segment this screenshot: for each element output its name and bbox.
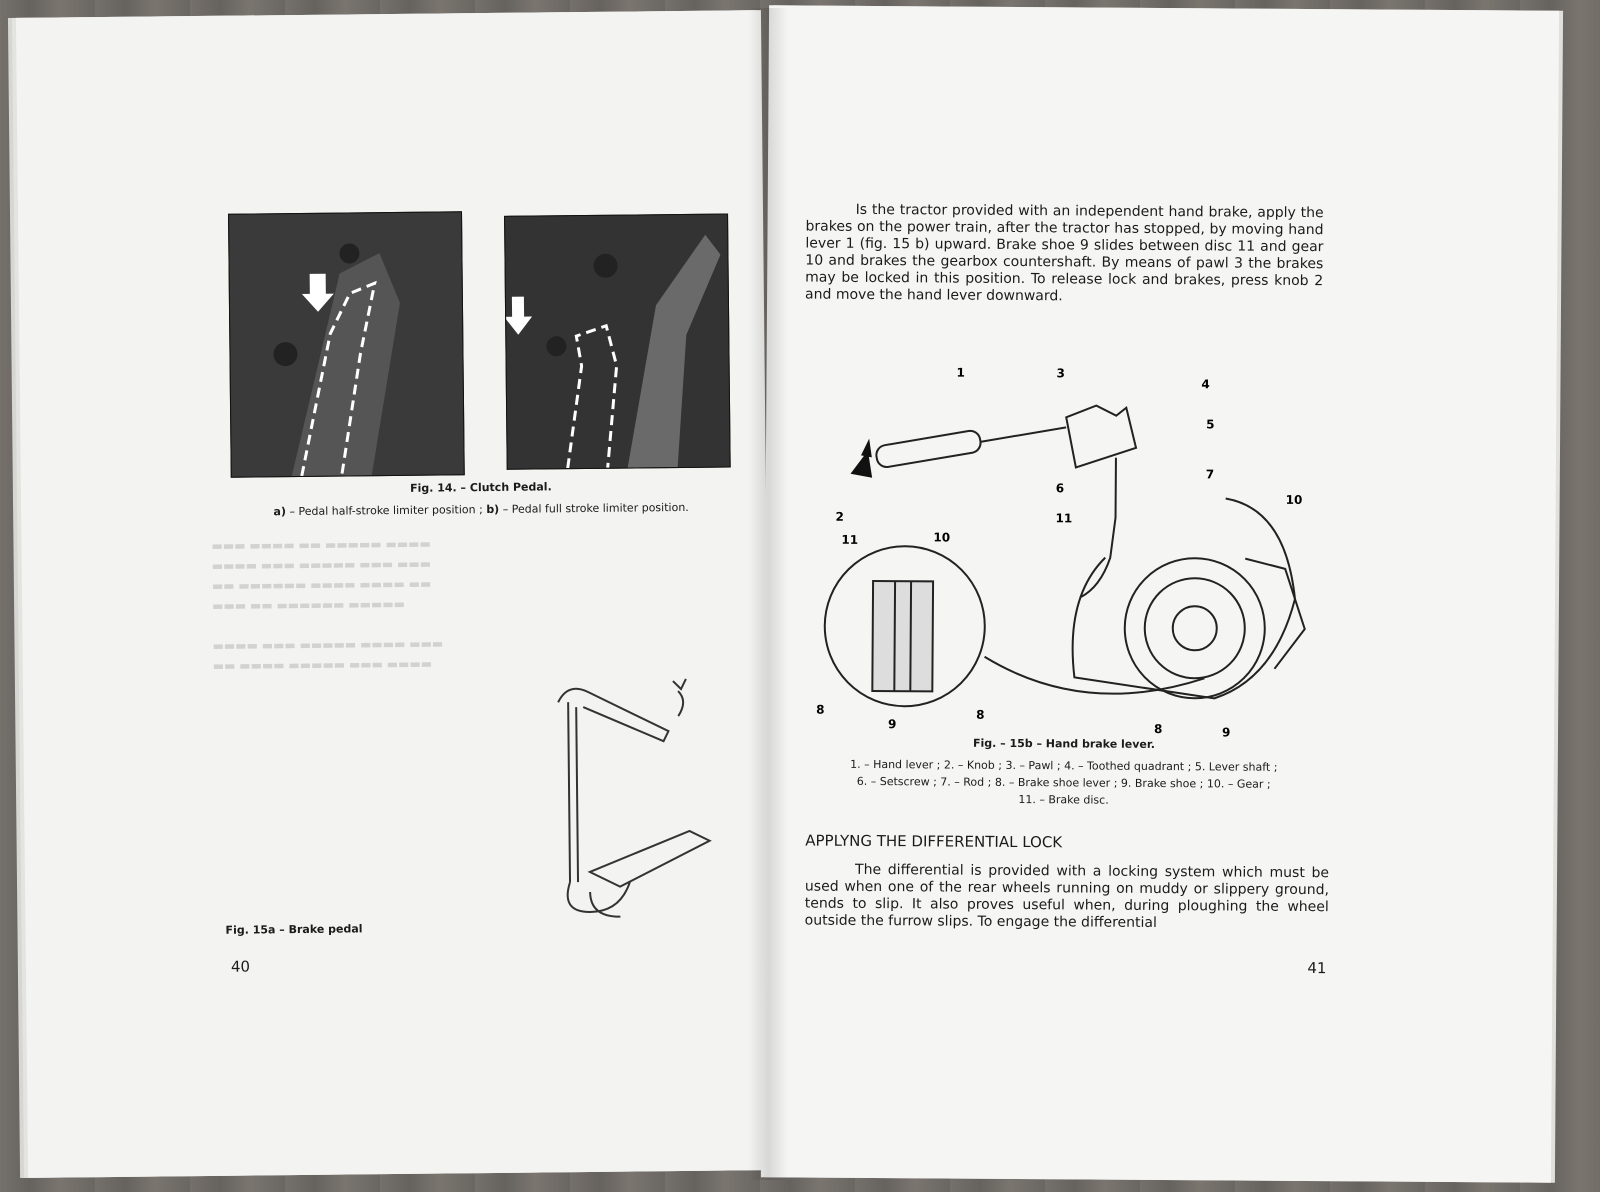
book-gutter <box>748 8 788 1180</box>
page-number-left: 40 <box>230 957 251 976</box>
legend-line: 6. – Setscrew ; 7. – Rod ; 8. – Brake shoe lever ; 9. Brake shoe ; 10. – Gear ; <box>856 774 1271 791</box>
inset-label-11: 11 <box>841 532 859 547</box>
fig15b-title: Fig. – 15b – Hand brake lever. <box>972 736 1155 751</box>
fig15b-hand-brake-diagram <box>804 356 1347 750</box>
section-heading: APPLYNG THE DIFFERENTIAL LOCK <box>805 831 1063 852</box>
label-10: 10 <box>1285 492 1303 507</box>
fig14-b-label: b) <box>486 502 500 517</box>
inset-label-8b: 8 <box>976 707 985 722</box>
fig14-b-text: – Pedal full stroke limiter position. <box>499 500 689 516</box>
label-4: 4 <box>1201 377 1210 392</box>
right-page <box>761 5 1559 1182</box>
legend-line: 1. – Hand lever ; 2. – Knob ; 3. – Pawl ; 4. – Toothed quadrant ; 5. Lever shaft ; <box>850 757 1278 774</box>
fig15b-legend <box>794 755 1334 810</box>
fig14-a-label: a) <box>273 505 287 519</box>
legend-line: 11. – Brake disc. <box>1018 793 1109 807</box>
label-6: 6 <box>1055 481 1065 496</box>
fig15a-brake-pedal-drawing <box>528 661 731 923</box>
label-3: 3 <box>1056 366 1065 381</box>
label-11: 11 <box>1055 511 1073 526</box>
label-9: 9 <box>1221 725 1231 740</box>
label-2: 2 <box>835 509 844 524</box>
hand-brake-paragraph: Is the tractor provided with an independent hand brake, apply the brakes on the power train, after the tractor has stopped, by moving hand lever 1 (fig. 15 b) upward. Brake shoe 9 slides between disc 11 and gear 10 and brakes the gearbox countershaft. By means of pawl 3 the brakes may be locked in this position. To release lock and brakes, press knob 2 and move the hand lever downward. <box>805 201 1324 305</box>
label-5: 5 <box>1206 417 1215 432</box>
label-7: 7 <box>1205 467 1215 482</box>
label-1: 1 <box>956 365 965 380</box>
inset-label-9: 9 <box>888 717 897 732</box>
left-page <box>16 10 773 1178</box>
differential-lock-paragraph: The differential is provided with a locking system which must be used when one of the rear wheels running on muddy or slippery ground, tends to slip. It also proves useful when, during ploughing the wheel outside the furrow slips. To engage the differential <box>804 861 1330 931</box>
inset-label-10: 10 <box>933 530 951 545</box>
page-number-right: 41 <box>1307 959 1327 978</box>
fig14-title: Fig. 14. – Clutch Pedal. <box>409 480 552 495</box>
fig14b-photo <box>504 213 731 469</box>
fig15a-caption: Fig. 15a – Brake pedal <box>225 922 363 937</box>
show-through-text: ▬▬▬ ▬▬▬▬ ▬▬ ▬▬▬▬▬ ▬▬▬▬ ▬▬▬▬ ▬▬▬ ▬▬▬▬▬ ▬▬▬ ▬▬▬ ▬▬ ▬▬▬▬▬▬ ▬▬▬▬ ▬▬▬▬ ▬▬ ▬▬▬ ▬▬ ▬▬▬▬▬▬ ▬▬▬▬▬ ▬▬▬▬ ▬▬▬ ▬▬▬▬▬ ▬▬▬▬ ▬▬▬ ▬▬ ▬▬▬▬ ▬▬▬▬▬ ▬▬▬ ▬▬▬▬ <box>211 536 444 673</box>
label-8: 8 <box>1154 721 1163 737</box>
inset-label-8: 8 <box>816 702 825 717</box>
fig14a-photo <box>228 211 465 477</box>
fig14-a-text: – Pedal half-stroke limiter position ; <box>285 503 487 519</box>
fig14-caption <box>221 500 741 518</box>
